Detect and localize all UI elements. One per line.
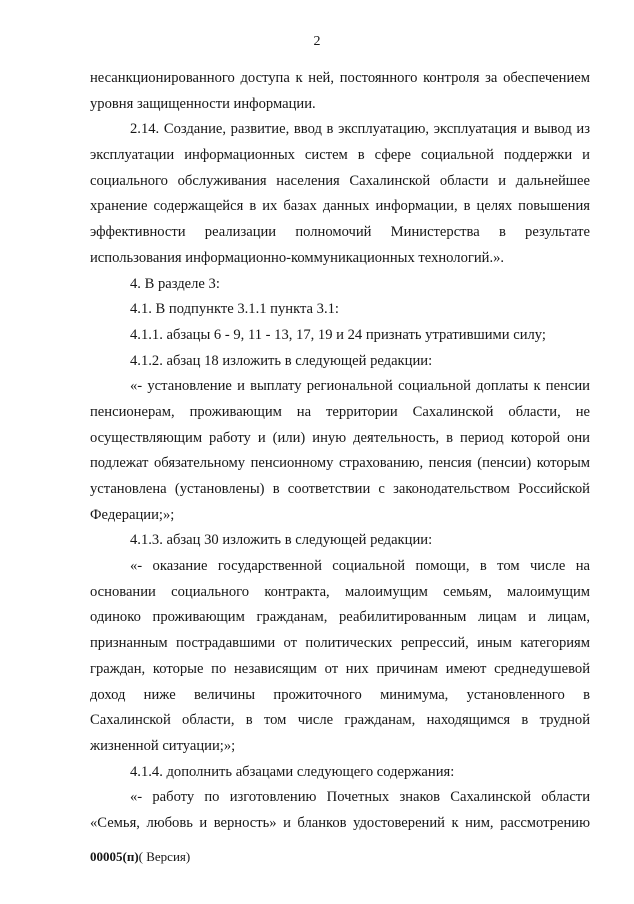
document-footer bbox=[90, 849, 190, 865]
footer-document-code: 00005(п) bbox=[90, 849, 139, 864]
page-number: 2 bbox=[313, 34, 321, 49]
text-line: Федерации;»; bbox=[90, 506, 175, 523]
text-line: 4. В разделе 3: bbox=[130, 275, 220, 292]
text-line: «- работу по изготовлению Почетных знаков Сахалинской области bbox=[130, 789, 590, 806]
text-line: хранение содержащейся в их базах данных информации, в целях повышения bbox=[90, 198, 590, 215]
text-line: осуществляющим работу и (или) иную деятельность, в период которой они bbox=[90, 429, 590, 446]
text-line: использования информационно-коммуникационных технологий.». bbox=[90, 249, 505, 266]
text-line: жизненной ситуации;»; bbox=[90, 737, 236, 754]
text-line: социального обслуживания населения Сахалинской области и дальнейшее bbox=[90, 172, 590, 189]
text-line: 4.1.2. абзац 18 изложить в следующей редакции: bbox=[130, 352, 433, 369]
text-line: 4.1.4. дополнить абзацами следующего содержания: bbox=[130, 763, 455, 780]
text-line: эксплуатации информационных систем в сфере социальной поддержки и bbox=[90, 147, 590, 164]
footer-version-label: ( Версия) bbox=[138, 849, 191, 864]
text-line: признанным пострадавшими от политических репрессий, иным категориям bbox=[90, 635, 590, 652]
text-line: 4.1.1. абзацы 6 - 9, 11 - 13, 17, 19 и 24 признать утратившими силу; bbox=[130, 326, 546, 343]
text-line: 4.1. В подпункте 3.1.1 пункта 3.1: bbox=[130, 301, 339, 318]
text-line: доход ниже величины прожиточного минимума, установленного в bbox=[90, 686, 590, 703]
text-line: эффективности реализации полномочий Министерства в результате bbox=[90, 224, 590, 241]
text-line: «- установление и выплату региональной социальной доплаты к пенсии bbox=[130, 378, 590, 395]
text-line: граждан, которые по независящим от них причинам имеют среднедушевой bbox=[90, 660, 590, 677]
text-line: пенсионерам, проживающим на территории Сахалинской области, не bbox=[90, 403, 590, 420]
text-line: установлена (установлены) в соответствии с законодательством Российской bbox=[90, 481, 590, 497]
text-line: основании социального контракта, малоимущим семьям, малоимущим bbox=[90, 583, 590, 600]
document-body bbox=[90, 66, 590, 837]
text-line: «Семья, любовь и верность» и бланков удостоверений к ним, рассмотрению bbox=[90, 814, 590, 831]
text-line: уровня защищенности информации. bbox=[90, 95, 316, 112]
text-line: 2.14. Создание, развитие, ввод в эксплуатацию, эксплуатация и вывод из bbox=[130, 121, 590, 138]
text-line: несанкционированного доступа к ней, постоянного контроля за обеспечением bbox=[90, 70, 590, 86]
text-line: «- оказание государственной социальной помощи, в том числе на bbox=[130, 558, 590, 575]
text-line: одиноко проживающим гражданам, реабилитированным лицам и лицам, bbox=[90, 609, 590, 626]
text-line: Сахалинской области, в том числе гражданам, находящимся в трудной bbox=[90, 712, 590, 729]
text-line: 4.1.3. абзац 30 изложить в следующей редакции: bbox=[130, 532, 433, 549]
text-line: подлежат обязательному пенсионному страхованию, пенсия (пенсии) которым bbox=[90, 455, 590, 472]
